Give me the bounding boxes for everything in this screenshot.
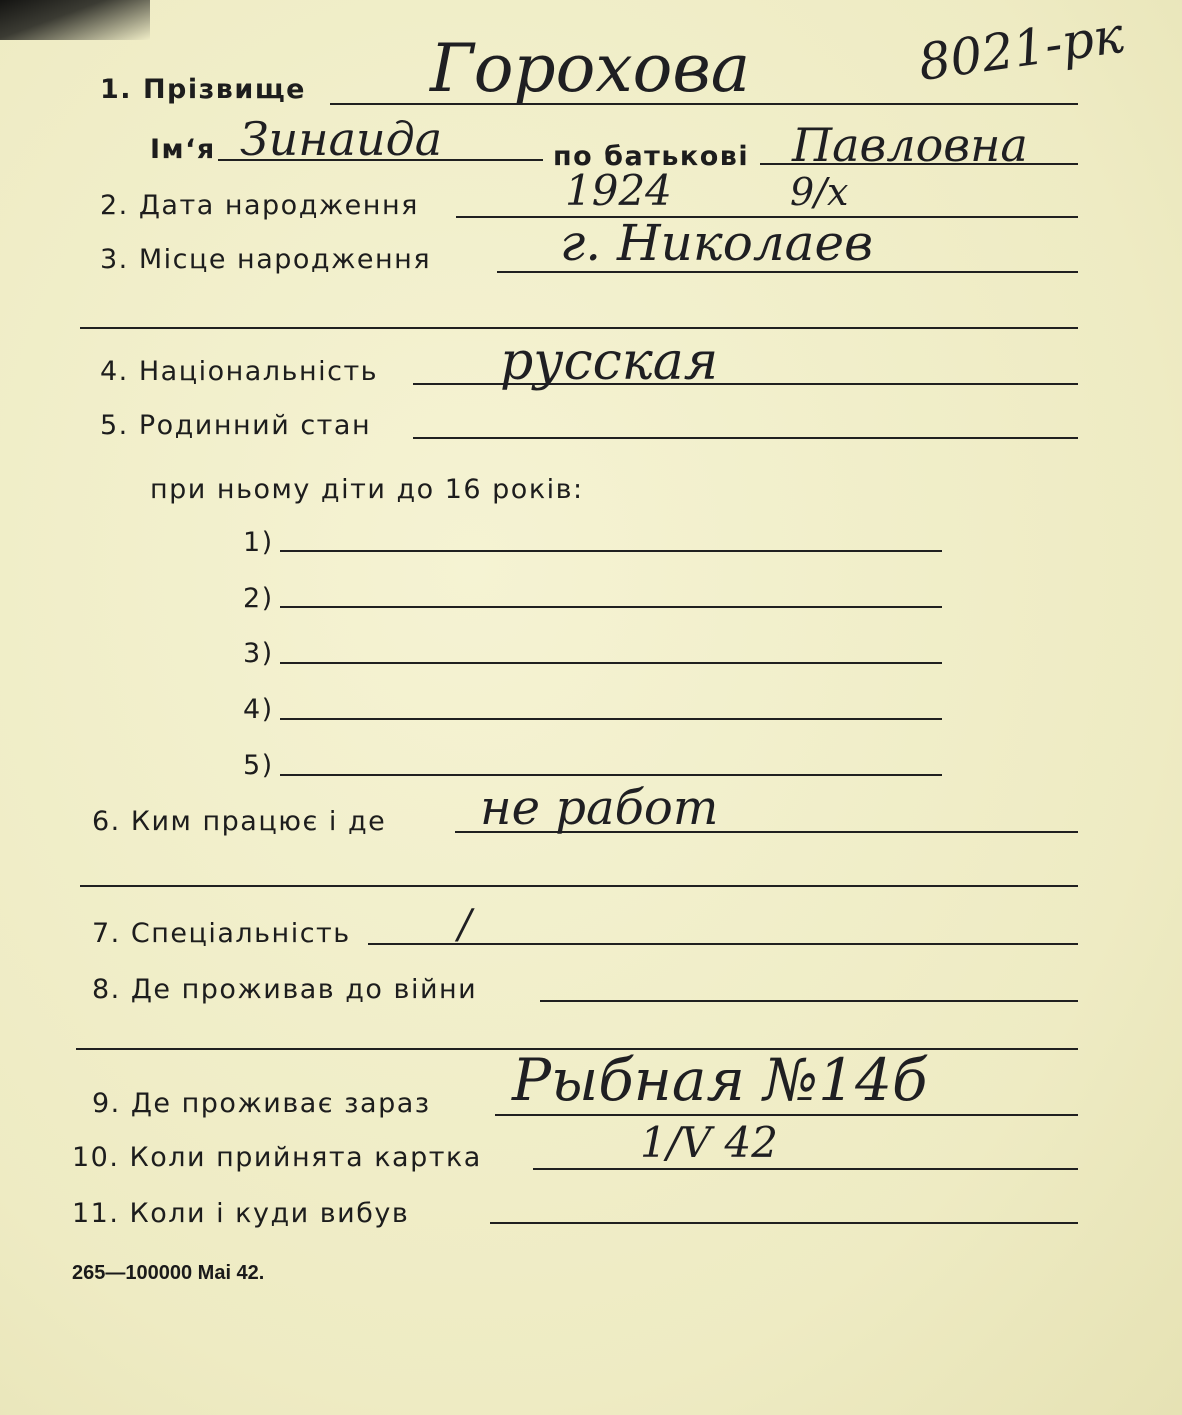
nationality-value[interactable]: русская	[500, 332, 719, 392]
current-label: 9. Де проживає зараз	[92, 1088, 431, 1119]
child-3-line	[280, 662, 942, 664]
current-value[interactable]: Рыбная №14б	[512, 1046, 928, 1114]
work-label: 6. Ким працює і де	[92, 806, 387, 837]
child-3-label: 3)	[243, 638, 274, 669]
dob-day[interactable]: 9/x	[790, 170, 849, 214]
departed-label: 11. Коли і куди вибув	[72, 1198, 410, 1229]
specialty-line	[368, 943, 1078, 945]
child-1-line	[280, 550, 942, 552]
child-4-line	[280, 718, 942, 720]
name-label: Ім‘я	[150, 134, 216, 165]
child-4-label: 4)	[243, 694, 274, 725]
marital-label: 5. Родинний стан	[100, 410, 372, 441]
dob-year[interactable]: 1924	[565, 166, 672, 215]
specialty-value[interactable]: /	[458, 902, 472, 948]
child-5-label: 5)	[243, 750, 274, 781]
surname-value[interactable]: Горохова	[430, 30, 751, 107]
surname-label: 1. Прізвище	[100, 74, 306, 105]
name-value[interactable]: Зинаида	[240, 112, 443, 166]
work-line-2	[80, 885, 1078, 887]
child-1-label: 1)	[243, 527, 274, 558]
card-accepted-value[interactable]: 1/V 42	[640, 1118, 778, 1167]
child-5-line	[280, 774, 942, 776]
child-2-line	[280, 606, 942, 608]
patronymic-label: по батькові	[553, 141, 750, 172]
prewar-label: 8. Де проживав до війни	[92, 974, 478, 1005]
patronymic-value[interactable]: Павловна	[792, 118, 1028, 172]
birthplace-line-2	[80, 327, 1078, 329]
birthplace-value[interactable]: г. Николаев	[560, 214, 874, 272]
current-line	[495, 1114, 1078, 1116]
archive-number: 8021-рк	[914, 5, 1128, 93]
nationality-label: 4. Національність	[100, 356, 379, 387]
card-accepted-line	[533, 1168, 1078, 1170]
child-2-label: 2)	[243, 583, 274, 614]
marital-line	[413, 437, 1078, 439]
dob-label: 2. Дата народження	[100, 190, 419, 221]
print-code: 265—100000 Mai 42.	[72, 1262, 265, 1284]
card-accepted-label: 10. Коли прийнята картка	[72, 1142, 482, 1173]
departed-line	[490, 1222, 1078, 1224]
children-label: при ньому діти до 16 років:	[150, 474, 584, 505]
prewar-line	[540, 1000, 1078, 1002]
corner-shadow	[0, 0, 150, 40]
work-value[interactable]: не работ	[480, 780, 719, 836]
specialty-label: 7. Спеціальність	[92, 918, 351, 949]
birthplace-label: 3. Місце народження	[100, 244, 432, 275]
